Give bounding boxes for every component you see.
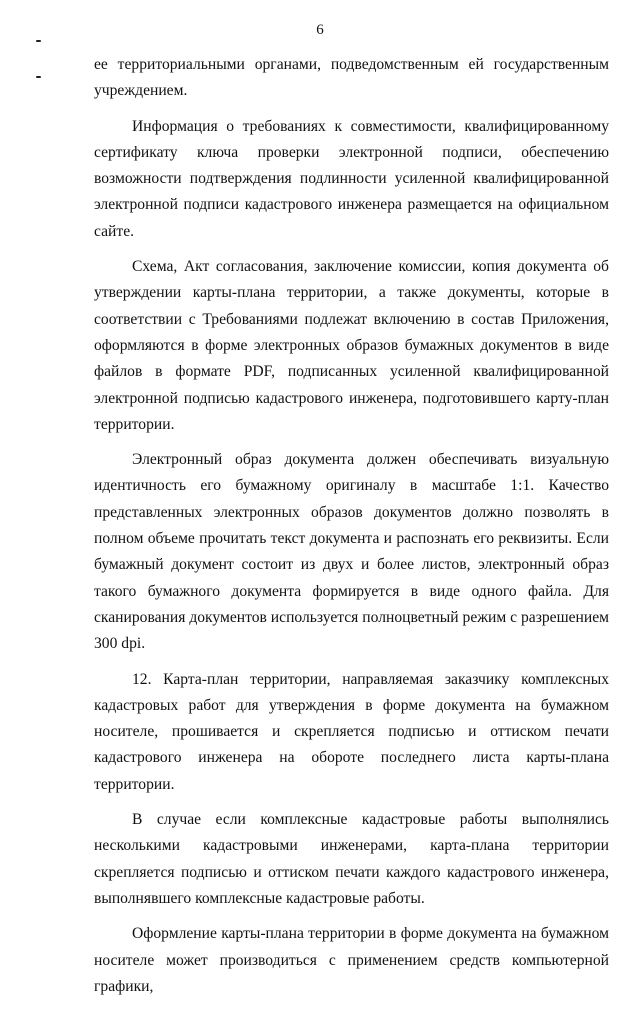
scan-mark xyxy=(36,76,41,78)
paragraph-paper-format: Оформление карты-плана территории в форме документа на бумажном носителе может производиться с применением средств компьютерной графики, xyxy=(94,925,609,995)
paragraph-scheme-documents: Схема, Акт согласования, заключение комиссии, копия документа об утверждении карты-плана территории, а также документы, которые в соответствии с Требованиями подлежат включению в состав Приложения, оформляются в форме электронных образов бумажных документов в виде файлов в формате PDF, подписанных усиленной квалифицированной электронной подписью кадастрового инженера, подготовившего карту-план территории. xyxy=(94,258,609,433)
paragraph-continuation: ее территориальными органами, подведомственным ей государственным учреждением. xyxy=(94,56,609,100)
page-number: 6 xyxy=(316,22,324,38)
paragraph-multiple-engineers: В случае если комплексные кадастровые работы выполнялись несколькими кадастровыми инженерами, карта-плана территории скрепляется подписью и оттиском печати каждого кадастрового инженера, выполнявшего комплексные кадастровые работы. xyxy=(94,811,609,907)
paragraph-item-12: 12. Карта-план территории, направляемая заказчику комплексных кадастровых работ для утверждения в форме документа на бумажном носителе, прошивается и скрепляется подписью и оттиском печати кадастрового инженера на обороте последнего листа карты-плана территории. xyxy=(94,670,609,793)
scan-mark xyxy=(36,40,41,42)
paragraph-certificate-info: Информация о требованиях к совместимости, квалифицированному сертификату ключа проверки электронной подписи, обеспечению возможности подтверждения подлинности усиленной квалифицированной электронной подписи кадастрового инженера размещается на официальном сайте. xyxy=(94,117,609,240)
paragraph-electronic-image: Электронный образ документа должен обеспечивать визуальную идентичность его бумажному оригиналу в масштабе 1:1. Качество представленных электронных образов документов должно позволять в полном объеме прочитать текст документа и распознать его реквизиты. Если бумажный документ состоит из двух и более листов, электронный образ такого бумажного документа формируется в виде одного файла. Для сканирования документов используется полноцветный режим с разрешением 300 dpi. xyxy=(94,451,609,653)
document-body xyxy=(94,52,609,1009)
